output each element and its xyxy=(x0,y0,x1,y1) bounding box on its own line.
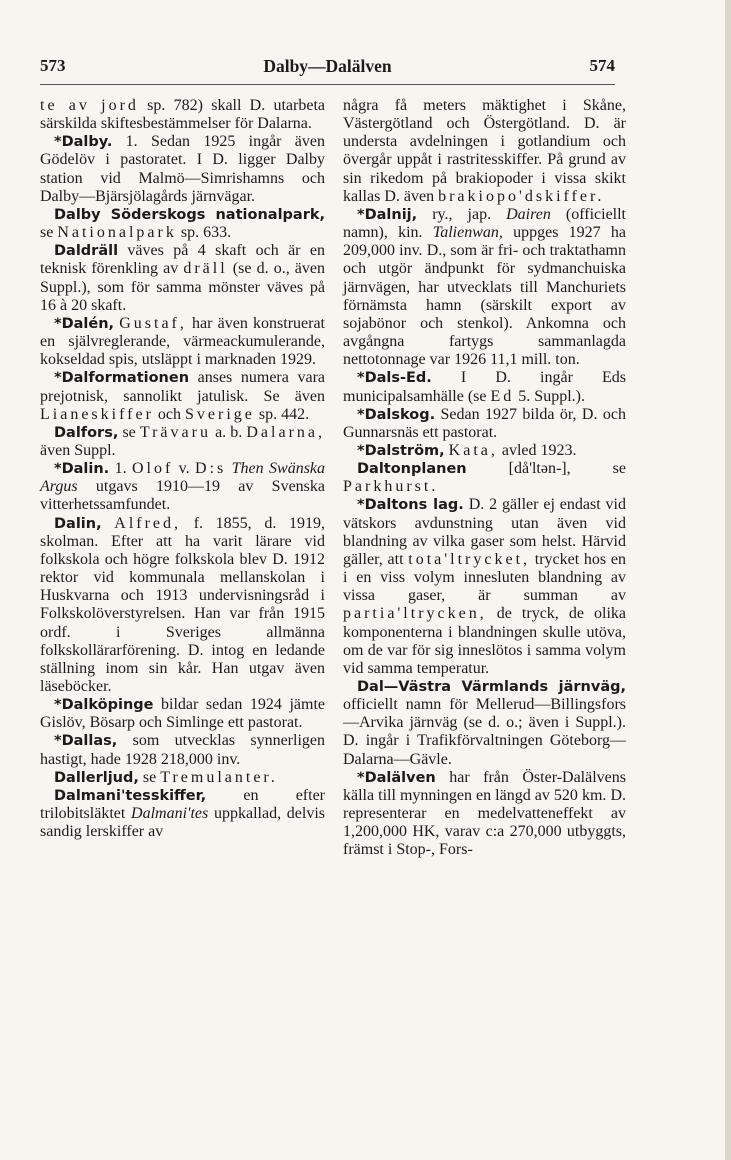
italic-text: Then Swänska Argus xyxy=(40,460,326,496)
dictionary-entry xyxy=(343,460,626,496)
spaced-emphasis: te av jord xyxy=(40,97,139,114)
spaced-emphasis: Nationalpark xyxy=(57,224,177,242)
page-number-left: 573 xyxy=(40,56,66,75)
entry-headword: *Dalformationen xyxy=(54,370,190,387)
entry-text: se xyxy=(118,423,140,441)
entry-headword: *Dalskog. xyxy=(357,406,436,423)
dictionary-entry xyxy=(343,678,626,769)
entry-headword: *Dalström, xyxy=(357,442,445,459)
entry-text: 5. Suppl.). xyxy=(514,387,585,405)
entry-headword: Dalmani'tesskiffer, xyxy=(54,787,207,804)
entry-text: bildar sedan 1924 jämte Gislöv, Bösarp och Simlinge ett pastorat. xyxy=(40,696,325,732)
entry-headword: *Dalby. xyxy=(54,134,113,151)
dictionary-entry xyxy=(343,97,626,206)
running-title: Dalby—Dalälven xyxy=(263,56,392,76)
entry-text: officiellt namn för Mellerud—Billingsfors—Arvika järnväg (se d. o.; även i Suppl.). D. ingår i Trafikförvaltningen Göteborg—Dalarna—Gävle. xyxy=(343,696,626,768)
entry-text: 1. xyxy=(109,460,132,478)
entry-text: ry., jap. xyxy=(417,205,507,223)
entry-text: se xyxy=(138,768,161,786)
spaced-emphasis: partia'ltrycken, xyxy=(343,605,487,623)
dictionary-entry xyxy=(343,496,626,678)
entry-headword: *Dalin. xyxy=(54,461,110,478)
dictionary-entry xyxy=(40,424,325,460)
entry-headword: *Daltons lag. xyxy=(357,497,464,514)
entry-text: har även konstruerat en självreglerande, värmeackumulerande, kokseldad spis, utsläppt i marknaden 1929. xyxy=(40,314,325,369)
entry-text: (officiellt namn), kin. xyxy=(343,205,627,242)
entry-headword: *Dals-Ed. xyxy=(357,370,432,387)
entry-headword: *Dalnij, xyxy=(357,206,418,223)
entry-text: v. xyxy=(173,460,196,478)
spaced-emphasis: Gustaf, xyxy=(119,314,187,332)
entry-text: se xyxy=(40,224,58,242)
entry-text: utgavs 1910—19 av Svenska vitterhetssamfundet. xyxy=(40,478,325,514)
spaced-emphasis: Olof xyxy=(131,460,174,478)
entry-text: uppges 1927 ha 209,000 inv. D., som är fri- och traktathamn och utgör ändpunkt för sydmanchuiska järnvägen, har utvecklats till Manchuriets förnämsta hamn (särskilt export av sojabönor och stenkol). Ankomna och avgångna fartygs sammanlagda nettotonnage var 1926 11,1 mill. ton. xyxy=(343,224,626,369)
dictionary-entry xyxy=(40,97,325,133)
spaced-emphasis: Dalarna, xyxy=(246,423,326,441)
dictionary-entry xyxy=(343,442,626,460)
dictionary-entry xyxy=(40,769,325,787)
entry-text: I D. ingår Eds municipalsamhälle (se xyxy=(343,369,626,405)
entry-headword: Dalfors, xyxy=(54,424,119,441)
spaced-emphasis: tota'ltrycket, xyxy=(408,550,531,568)
dictionary-entry xyxy=(40,460,325,514)
dictionary-entry xyxy=(343,369,626,405)
italic-text: Dalmani'tes xyxy=(131,805,209,823)
entry-text: en efter trilobitsläktet xyxy=(40,786,325,823)
spaced-emphasis: Kata, xyxy=(448,441,498,459)
entry-headword: Dallerljud, xyxy=(54,769,139,786)
dictionary-entry xyxy=(40,732,325,768)
entry-headword: *Dalén, xyxy=(54,315,115,332)
entry-headword: *Dallas, xyxy=(54,733,118,750)
spaced-emphasis: Ed xyxy=(490,387,515,405)
entry-headword: Dalin, xyxy=(54,515,102,532)
italic-text: Dairen xyxy=(506,205,551,223)
spaced-emphasis: Parkhurst. xyxy=(343,478,439,496)
page-header xyxy=(40,50,615,85)
entry-text: f. 1855, d. 1919, skolman. Efter att ha varit lärare vid folkskola och högre folkskola blev D. 1912 rektor vid kommunala mellanskolan i Huskvarna och 1913 undervisningsråd i Folkskolöverstyrelsen. Han var från 1915 ordf. i Sveriges allmänna folkskollärarförening. D. intog en ledande ställning inom sin kår. Han utgav även läseböcker. xyxy=(40,514,326,695)
entry-text: några få meters mäktighet i Skåne, Västergötland och Östergötland. D. är understa avdelningen i gotlandium och övergår uppåt i rastritesskiffer. På grund av sin rikedom på brakiopoder i vissa skikt kallas D. även xyxy=(343,97,626,205)
entry-text: väves på 4 skaft och är en teknisk förenkling av xyxy=(40,242,325,278)
entry-headword: Daltonplanen xyxy=(357,461,467,478)
dictionary-entry xyxy=(40,133,325,206)
spaced-emphasis: Lianeskiffer xyxy=(40,405,154,423)
spaced-emphasis: Sverige xyxy=(185,405,255,423)
dictionary-entry xyxy=(40,696,325,732)
entry-text: de tryck, de olika komponenterna i blandningen skulle utöva, om de var för sig inneslötos i samma volym vid samma temperatur. xyxy=(343,605,626,677)
entry-text: och xyxy=(153,405,185,423)
entry-headword: *Dalälven xyxy=(357,769,436,786)
spaced-emphasis: dräll xyxy=(183,260,228,278)
dictionary-entry xyxy=(40,515,325,697)
entry-text: Sedan 1927 bilda ör, D. och Gunnarsnäs ett pastorat. xyxy=(343,405,626,441)
dictionary-entry xyxy=(40,315,325,369)
dictionary-entry xyxy=(343,769,626,860)
entry-text: som utvecklas synnerligen hastigt, hade 1928 218,000 inv. xyxy=(40,732,325,768)
entry-text: 1. Sedan 1925 ingår även Gödelöv i pastoratet. I D. ligger Dalby station vid Malmö—Simrishamns och Dalby—Bjärsjölagårds järnvägar. xyxy=(40,133,325,205)
dictionary-entry xyxy=(40,369,325,423)
entry-text: sp. 442. xyxy=(254,405,310,423)
entry-text: sp. 782) skall D. utarbeta särskilda skiftesbestämmelser för Dalarna. xyxy=(40,97,326,133)
entry-text: a. b. xyxy=(210,423,247,441)
dictionary-entry xyxy=(40,787,325,841)
entry-headword: Dal—Västra Värmlands järnväg, xyxy=(357,679,626,695)
entry-text: (se d. o., även Suppl.), som för samma mönster väves på 16 à 20 skaft. xyxy=(40,260,326,314)
entry-text: trycket hos en i en viss volym innesluten blandning av vissa gaser, är summan av xyxy=(343,550,626,605)
entry-text: anses numera vara prejotnisk, sannolikt jatulisk. Se även xyxy=(40,369,325,405)
entry-text: [då'ltən-], se xyxy=(466,460,626,478)
dictionary-entry xyxy=(40,242,325,315)
left-column xyxy=(40,97,325,841)
entry-text: uppkallad, delvis sandig lerskiffer av xyxy=(40,805,325,841)
spaced-emphasis: D:s xyxy=(195,460,227,478)
spaced-emphasis: Alfred, xyxy=(114,514,182,532)
spaced-emphasis: brakiopo'dskiffer. xyxy=(438,187,605,205)
dictionary-entry xyxy=(343,206,626,369)
entry-text: även Suppl. xyxy=(40,441,116,459)
entry-headword: *Dalköpinge xyxy=(54,697,154,714)
italic-text: Talienwan, xyxy=(432,224,503,242)
page-number-right: 574 xyxy=(589,56,615,75)
dictionary-entry xyxy=(343,406,626,442)
entry-text: avled 1923. xyxy=(497,441,577,459)
dictionary-entry xyxy=(40,206,325,242)
entry-text: har från Öster-Dalälvens källa till mynningen en längd av 520 km. D. representerar en medelvatteneffekt av 1,200,000 HK, varav c:a 270,000 utbyggts, främst i Stop-, Fors- xyxy=(343,768,626,859)
entry-headword: Dalby Söderskogs nationalpark, xyxy=(54,206,325,223)
entry-headword: Daldräll xyxy=(54,243,119,260)
entry-text: sp. 633. xyxy=(176,224,232,242)
entry-text: D. 2 gäller ej endast vid vätskors avdunstning utan även vid blandning av vilka gaser som helst. Härvid gäller, att xyxy=(343,496,626,568)
spaced-emphasis: Trävaru xyxy=(139,423,211,441)
right-column xyxy=(343,97,626,860)
entry-text xyxy=(102,515,115,532)
spaced-emphasis: Tremulanter. xyxy=(160,768,278,786)
